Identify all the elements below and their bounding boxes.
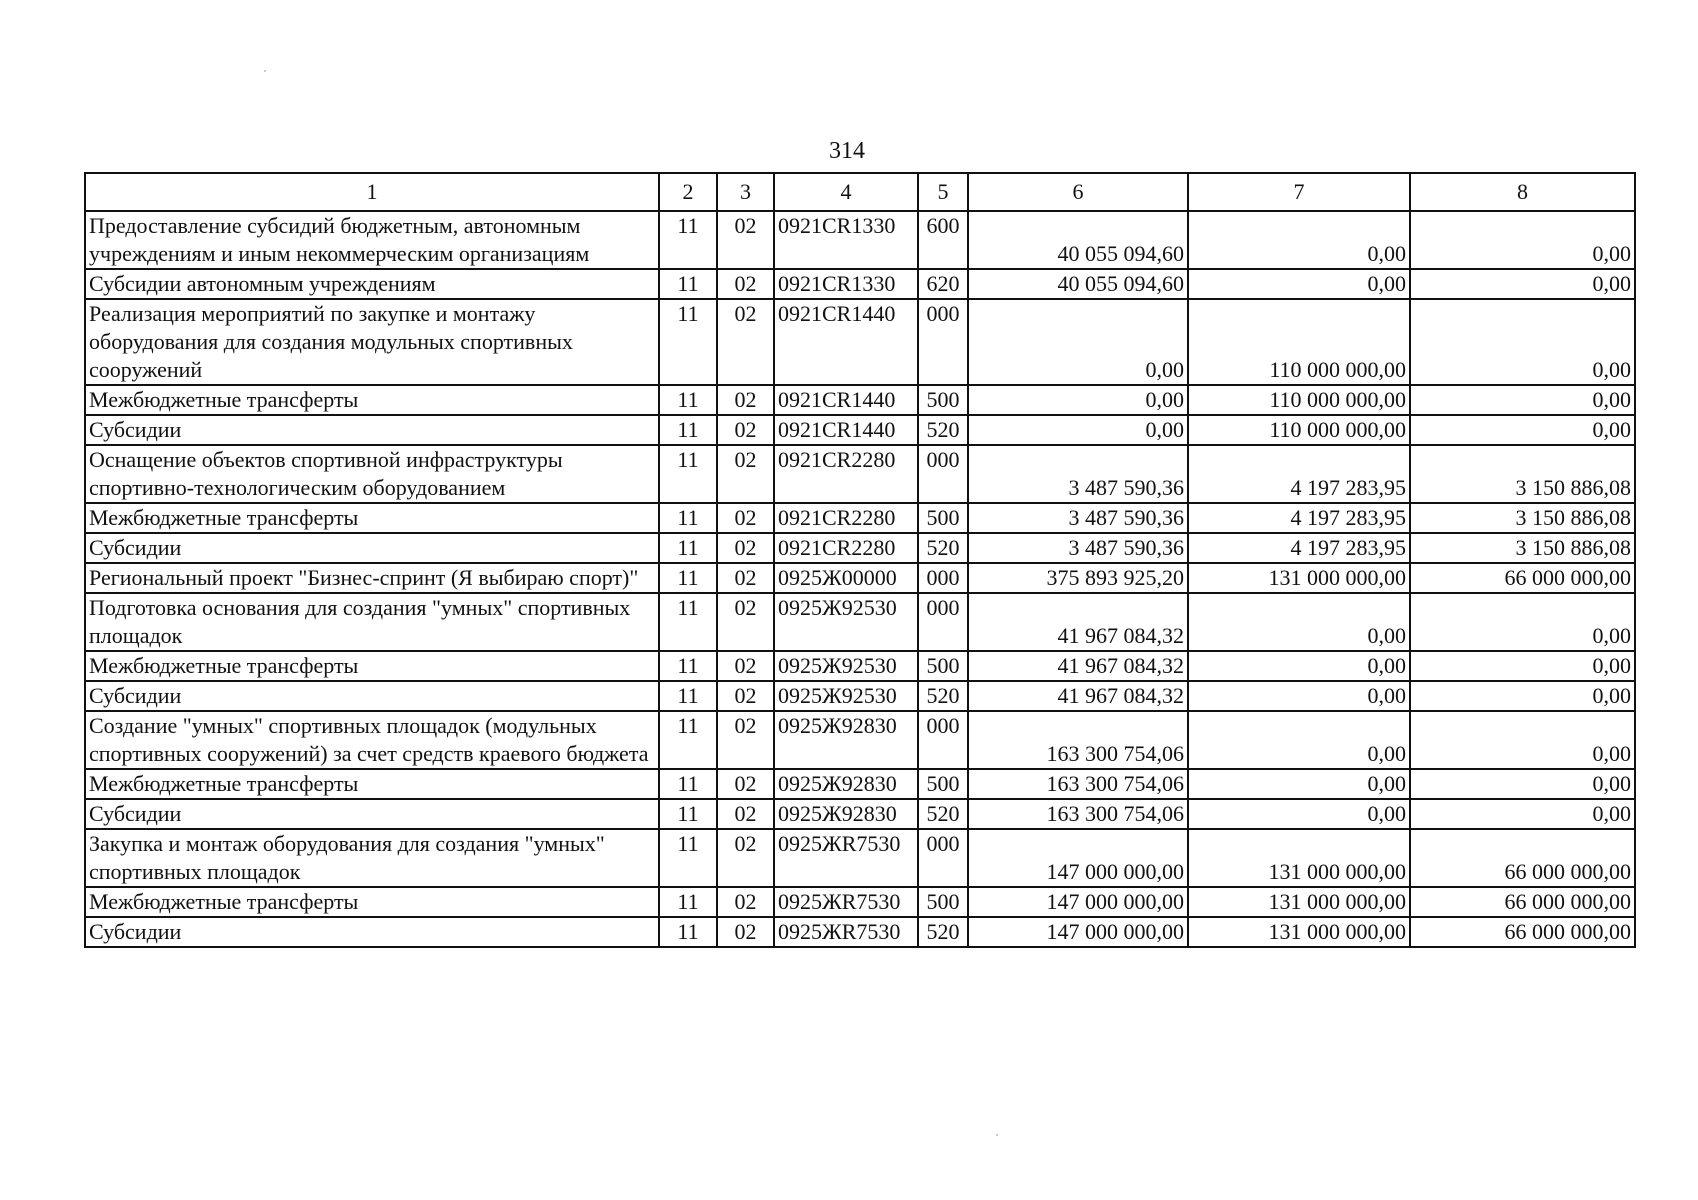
target-article-cell: 0925Ж00000 [774,563,918,593]
table-row [85,563,1635,593]
column-header: 7 [1188,173,1410,211]
section-cell: 11 [659,563,717,593]
section-cell: 11 [659,799,717,829]
expense-type-cell: 000 [918,711,968,769]
amount-col7-cell: 4 197 283,95 [1188,533,1410,563]
expense-type-cell: 500 [918,887,968,917]
amount-col7-cell: 0,00 [1188,593,1410,651]
row-name-cell: Межбюджетные трансферты [85,769,659,799]
amount-col8-cell: 3 150 886,08 [1410,445,1635,503]
section-cell: 11 [659,533,717,563]
table-row [85,269,1635,299]
subsection-cell: 02 [717,211,774,269]
amount-col6-cell: 147 000 000,00 [968,887,1188,917]
table-row [85,533,1635,563]
expense-type-cell: 520 [918,917,968,947]
row-name-cell: Предоставление субсидий бюджетным, автономным учреждениям и иным некоммерческим организациям [85,211,659,269]
amount-col7-cell: 131 000 000,00 [1188,917,1410,947]
table-row [85,211,1635,269]
table-row [85,593,1635,651]
column-header: 3 [717,173,774,211]
target-article-cell: 0921CR1440 [774,415,918,445]
table-row [85,503,1635,533]
amount-col7-cell: 0,00 [1188,681,1410,711]
target-article-cell: 0925Ж92830 [774,799,918,829]
expense-type-cell: 520 [918,681,968,711]
target-article-cell: 0925Ж92530 [774,681,918,711]
section-cell: 11 [659,503,717,533]
subsection-cell: 02 [717,917,774,947]
amount-col7-cell: 4 197 283,95 [1188,445,1410,503]
subsection-cell: 02 [717,593,774,651]
amount-col8-cell: 0,00 [1410,211,1635,269]
table-header-row [85,173,1635,211]
table-row [85,711,1635,769]
amount-col8-cell: 0,00 [1410,769,1635,799]
target-article-cell: 0925ЖR7530 [774,829,918,887]
target-article-cell: 0921CR2280 [774,503,918,533]
expense-type-cell: 620 [918,269,968,299]
row-name-cell: Создание "умных" спортивных площадок (модульных спортивных сооружений) за счет средств краевого бюджета [85,711,659,769]
amount-col6-cell: 41 967 084,32 [968,651,1188,681]
expense-type-cell: 500 [918,769,968,799]
subsection-cell: 02 [717,299,774,385]
table-row [85,445,1635,503]
expense-type-cell: 000 [918,563,968,593]
subsection-cell: 02 [717,385,774,415]
target-article-cell: 0921CR2280 [774,533,918,563]
row-name-cell: Межбюджетные трансферты [85,887,659,917]
subsection-cell: 02 [717,829,774,887]
amount-col6-cell: 40 055 094,60 [968,211,1188,269]
amount-col8-cell: 66 000 000,00 [1410,563,1635,593]
subsection-cell: 02 [717,445,774,503]
amount-col8-cell: 0,00 [1410,651,1635,681]
amount-col6-cell: 3 487 590,36 [968,445,1188,503]
subsection-cell: 02 [717,769,774,799]
subsection-cell: 02 [717,711,774,769]
expense-type-cell: 520 [918,415,968,445]
amount-col7-cell: 0,00 [1188,211,1410,269]
subsection-cell: 02 [717,269,774,299]
amount-col6-cell: 0,00 [968,415,1188,445]
expense-type-cell: 000 [918,829,968,887]
amount-col8-cell: 0,00 [1410,299,1635,385]
scan-speck [996,1134,998,1136]
row-name-cell: Межбюджетные трансферты [85,651,659,681]
target-article-cell: 0921CR1440 [774,385,918,415]
amount-col6-cell: 163 300 754,06 [968,711,1188,769]
target-article-cell: 0921CR1330 [774,269,918,299]
amount-col7-cell: 0,00 [1188,769,1410,799]
section-cell: 11 [659,711,717,769]
expense-type-cell: 600 [918,211,968,269]
table-row [85,829,1635,887]
amount-col8-cell: 0,00 [1410,593,1635,651]
row-name-cell: Региональный проект "Бизнес-спринт (Я выбираю спорт)" [85,563,659,593]
subsection-cell: 02 [717,651,774,681]
section-cell: 11 [659,593,717,651]
amount-col6-cell: 163 300 754,06 [968,769,1188,799]
row-name-cell: Субсидии [85,917,659,947]
row-name-cell: Субсидии [85,681,659,711]
scan-speck [264,70,266,72]
amount-col8-cell: 3 150 886,08 [1410,533,1635,563]
section-cell: 11 [659,917,717,947]
subsection-cell: 02 [717,503,774,533]
target-article-cell: 0921CR2280 [774,445,918,503]
table-row [85,681,1635,711]
target-article-cell: 0921CR1440 [774,299,918,385]
subsection-cell: 02 [717,415,774,445]
column-header: 6 [968,173,1188,211]
section-cell: 11 [659,887,717,917]
amount-col7-cell: 110 000 000,00 [1188,299,1410,385]
expense-type-cell: 500 [918,503,968,533]
target-article-cell: 0925ЖR7530 [774,887,918,917]
amount-col7-cell: 0,00 [1188,269,1410,299]
budget-table [84,172,1636,948]
amount-col7-cell: 131 000 000,00 [1188,829,1410,887]
row-name-cell: Субсидии [85,799,659,829]
amount-col8-cell: 0,00 [1410,799,1635,829]
amount-col8-cell: 3 150 886,08 [1410,503,1635,533]
column-header: 4 [774,173,918,211]
amount-col7-cell: 110 000 000,00 [1188,385,1410,415]
row-name-cell: Реализация мероприятий по закупке и монтажу оборудования для создания модульных спортивных сооружений [85,299,659,385]
amount-col8-cell: 0,00 [1410,269,1635,299]
section-cell: 11 [659,211,717,269]
section-cell: 11 [659,651,717,681]
amount-col7-cell: 131 000 000,00 [1188,563,1410,593]
expense-type-cell: 000 [918,593,968,651]
target-article-cell: 0925Ж92830 [774,769,918,799]
amount-col6-cell: 375 893 925,20 [968,563,1188,593]
section-cell: 11 [659,269,717,299]
expense-type-cell: 500 [918,651,968,681]
amount-col6-cell: 41 967 084,32 [968,593,1188,651]
amount-col8-cell: 0,00 [1410,385,1635,415]
amount-col6-cell: 0,00 [968,385,1188,415]
expense-type-cell: 000 [918,299,968,385]
amount-col7-cell: 0,00 [1188,799,1410,829]
subsection-cell: 02 [717,799,774,829]
amount-col6-cell: 41 967 084,32 [968,681,1188,711]
row-name-cell: Субсидии [85,415,659,445]
section-cell: 11 [659,385,717,415]
row-name-cell: Подготовка основания для создания "умных" спортивных площадок [85,593,659,651]
page-number: 314 [829,138,865,164]
expense-type-cell: 520 [918,533,968,563]
amount-col8-cell: 0,00 [1410,711,1635,769]
section-cell: 11 [659,299,717,385]
amount-col6-cell: 0,00 [968,299,1188,385]
target-article-cell: 0925Ж92530 [774,651,918,681]
amount-col8-cell: 66 000 000,00 [1410,829,1635,887]
expense-type-cell: 500 [918,385,968,415]
section-cell: 11 [659,415,717,445]
amount-col8-cell: 66 000 000,00 [1410,887,1635,917]
table-row [85,887,1635,917]
amount-col8-cell: 0,00 [1410,681,1635,711]
target-article-cell: 0925Ж92830 [774,711,918,769]
amount-col8-cell: 0,00 [1410,415,1635,445]
table-row [85,651,1635,681]
expense-type-cell: 520 [918,799,968,829]
column-header: 5 [918,173,968,211]
expense-type-cell: 000 [918,445,968,503]
amount-col7-cell: 4 197 283,95 [1188,503,1410,533]
row-name-cell: Субсидии [85,533,659,563]
section-cell: 11 [659,769,717,799]
table-row [85,415,1635,445]
subsection-cell: 02 [717,887,774,917]
amount-col6-cell: 163 300 754,06 [968,799,1188,829]
amount-col7-cell: 0,00 [1188,651,1410,681]
amount-col6-cell: 3 487 590,36 [968,533,1188,563]
amount-col6-cell: 147 000 000,00 [968,917,1188,947]
row-name-cell: Межбюджетные трансферты [85,503,659,533]
amount-col7-cell: 0,00 [1188,711,1410,769]
subsection-cell: 02 [717,533,774,563]
subsection-cell: 02 [717,681,774,711]
table-row [85,385,1635,415]
column-header: 2 [659,173,717,211]
table-row [85,769,1635,799]
section-cell: 11 [659,445,717,503]
column-header: 1 [85,173,659,211]
target-article-cell: 0921CR1330 [774,211,918,269]
table-row [85,799,1635,829]
amount-col8-cell: 66 000 000,00 [1410,917,1635,947]
table-row [85,917,1635,947]
subsection-cell: 02 [717,563,774,593]
row-name-cell: Закупка и монтаж оборудования для создания "умных" спортивных площадок [85,829,659,887]
table-row [85,299,1635,385]
row-name-cell: Межбюджетные трансферты [85,385,659,415]
amount-col6-cell: 40 055 094,60 [968,269,1188,299]
amount-col7-cell: 131 000 000,00 [1188,887,1410,917]
target-article-cell: 0925Ж92530 [774,593,918,651]
target-article-cell: 0925ЖR7530 [774,917,918,947]
amount-col7-cell: 110 000 000,00 [1188,415,1410,445]
row-name-cell: Субсидии автономным учреждениям [85,269,659,299]
column-header: 8 [1410,173,1635,211]
amount-col6-cell: 147 000 000,00 [968,829,1188,887]
row-name-cell: Оснащение объектов спортивной инфраструктуры спортивно-технологическим оборудованием [85,445,659,503]
section-cell: 11 [659,829,717,887]
section-cell: 11 [659,681,717,711]
table-body [85,173,1635,947]
amount-col6-cell: 3 487 590,36 [968,503,1188,533]
